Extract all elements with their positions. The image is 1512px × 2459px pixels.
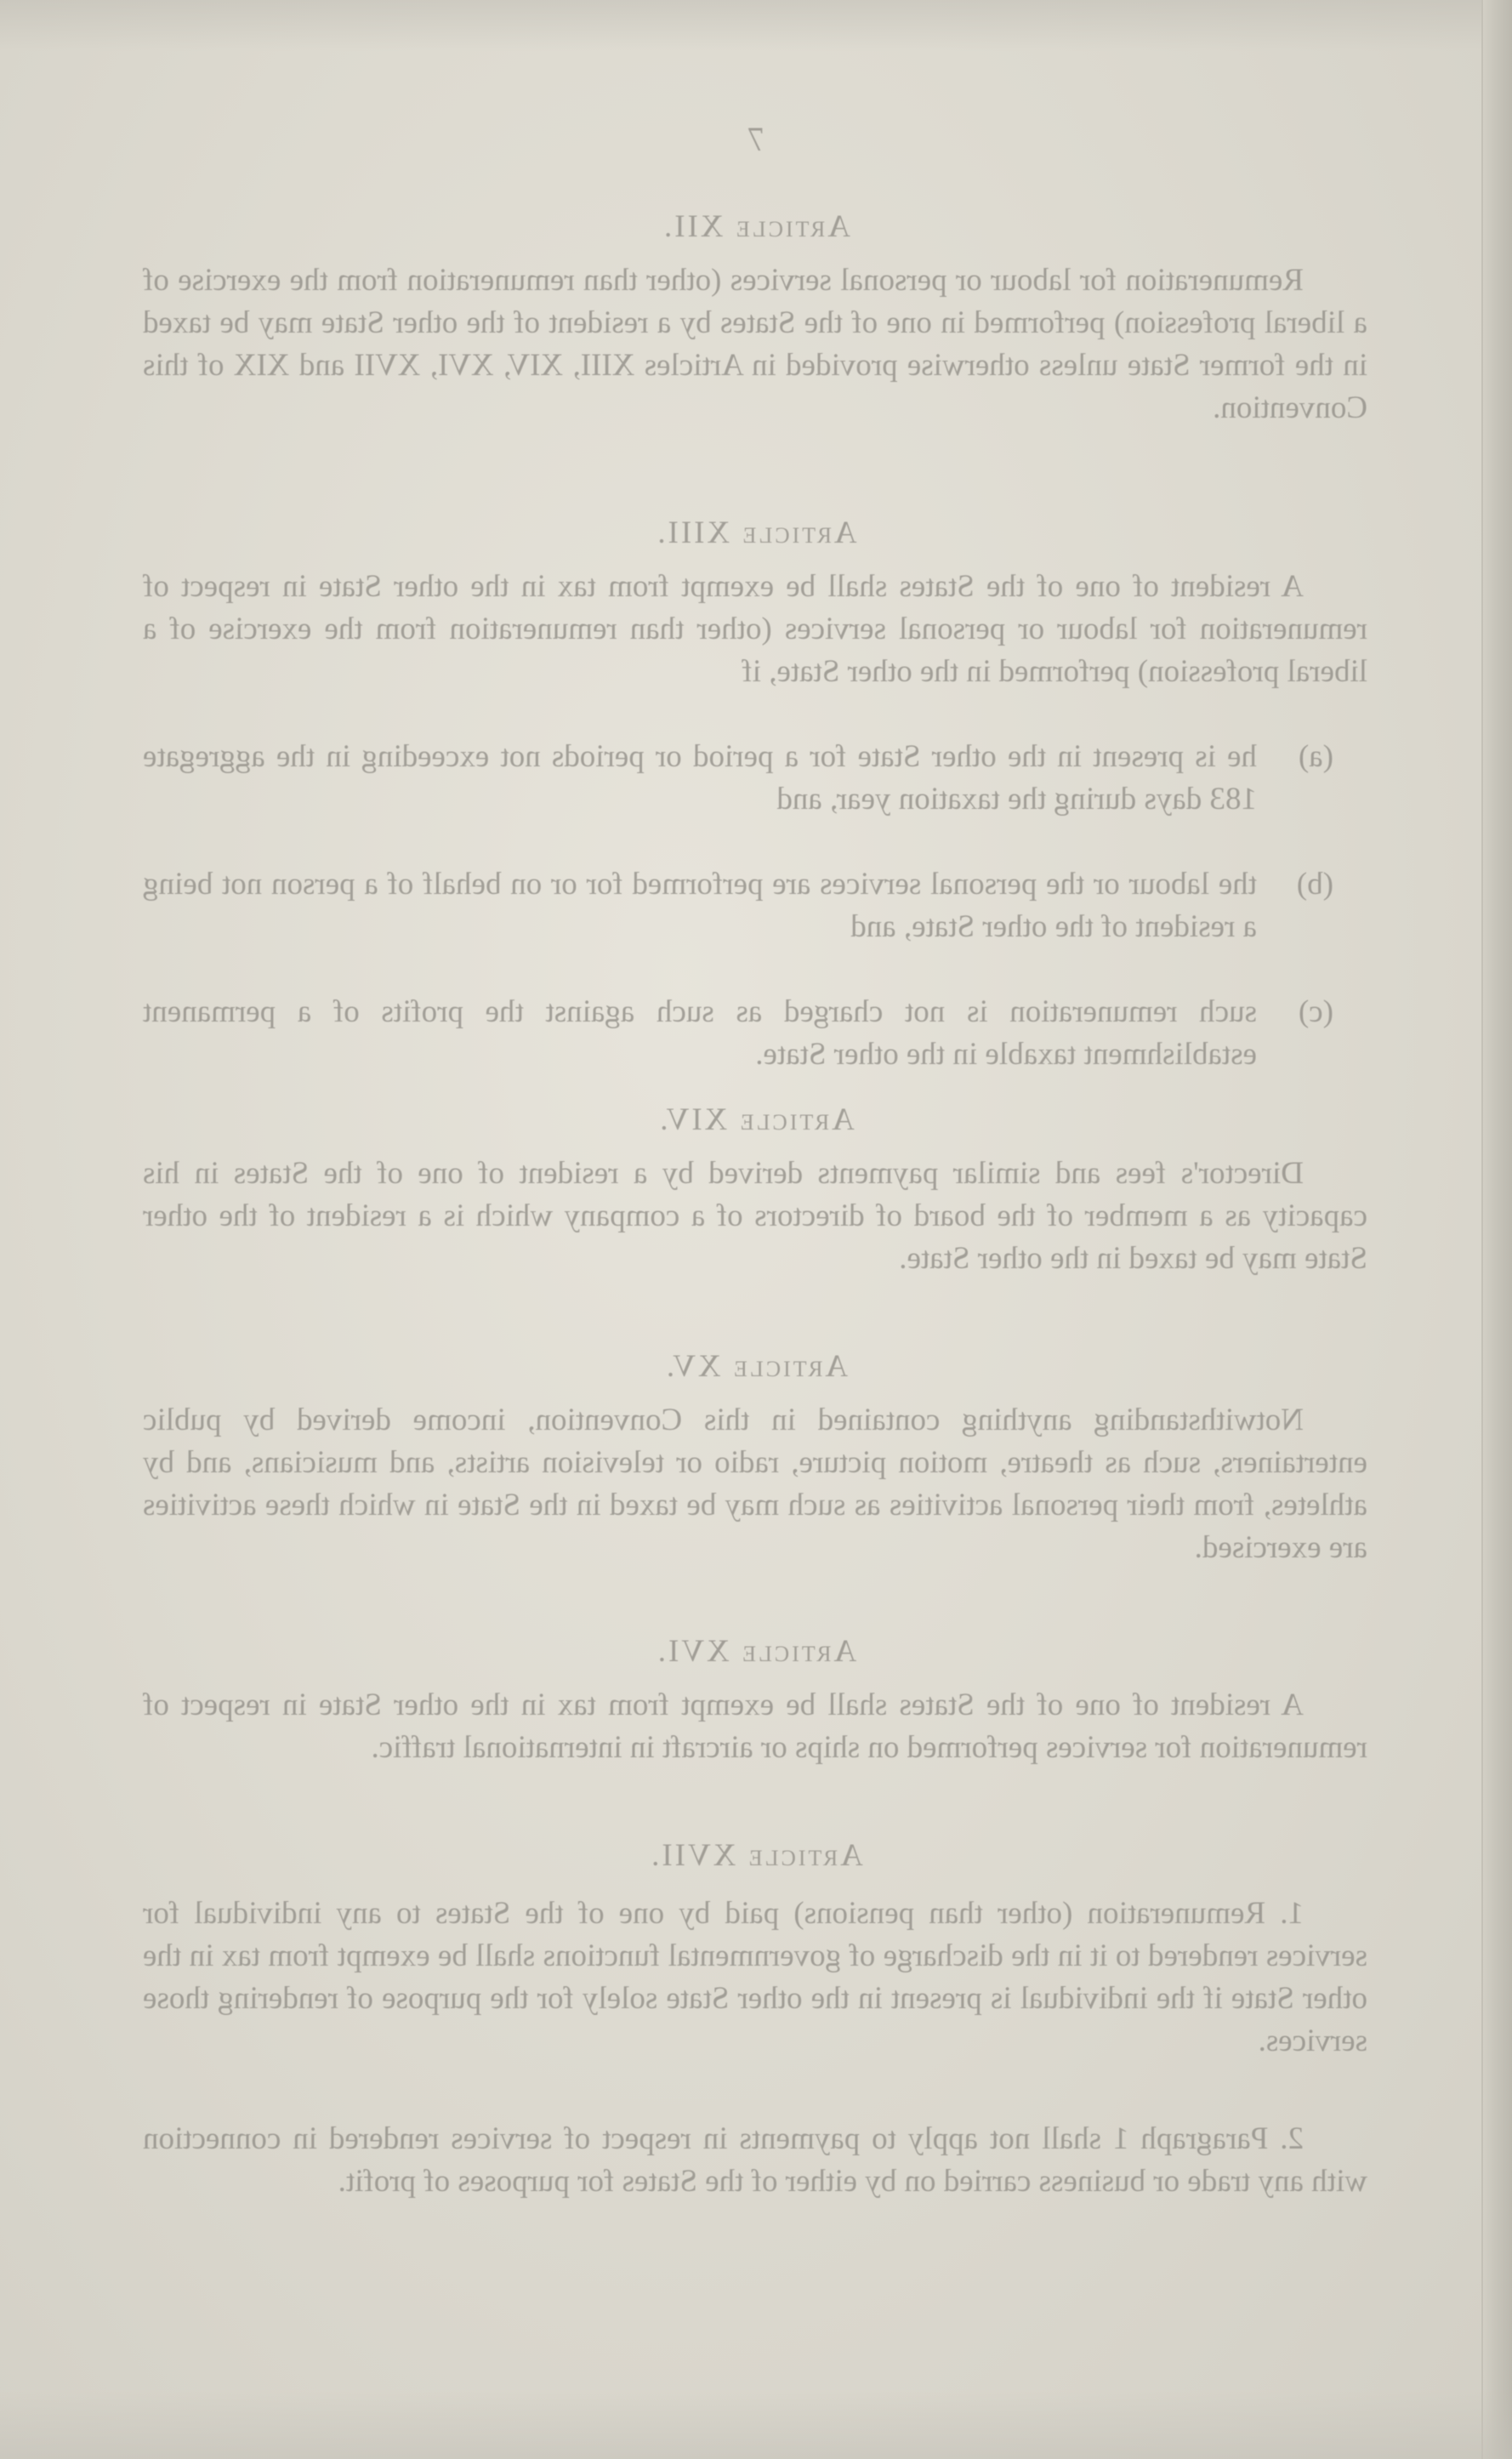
article-12-heading: Article XII. <box>662 209 851 244</box>
article-15-text: Notwithstanding anything contained in this Convention, income derived by public entertainers, such as theatre, motion picture, radio or television artists, and musicians, and by athletes, from their personal activities as such may be taxed in the State in which these activities are exercised. <box>143 1403 1367 1565</box>
article-15-heading: Article XV. <box>663 1349 849 1384</box>
item-marker: (b) <box>1296 867 1333 902</box>
article-14-text: Director's fees and similar payments derived by a resident of one of the States in his capacity as a member of the board of directors of a company which is a resident of the other State may be taxed in the other State. <box>143 1156 1367 1276</box>
item-text: the labour or the personal services are performed for or on behalf of a person not being a resident of the other State, and <box>143 867 1257 944</box>
article-13-item-a <box>143 736 1333 821</box>
article-17-para-2: 2. Paragraph 1 shall not apply to payments in respect of services rendered in connection with any trade or business carried on by either of the States for purposes of profit. <box>143 2121 1367 2199</box>
article-16-text: A resident of one of the States shall be exempt from tax in the other State in respect of remuneration for services performed on ships or aircraft in international traffic. <box>143 1688 1367 1765</box>
article-13-item-b <box>143 863 1333 948</box>
article-12-text: Remuneration for labour or personal services (other than remuneration from the exercise of a liberal profession) performed in one of the States by a resident of the other State may be taxed in the former State unless otherwise provided in Articles XIII, XIV, XVI, XVII and XIX of this Convention. <box>143 263 1367 425</box>
article-14-heading: Article XIV. <box>657 1102 855 1137</box>
page-number: 7 <box>747 120 765 158</box>
article-17-heading: Article XVII. <box>649 1838 863 1873</box>
article-16-heading: Article XVI. <box>655 1634 857 1669</box>
article-13-intro: A resident of one of the States shall be exempt from tax in the other State in respect of remuneration for labour or personal services (other than remuneration from the exercise of a liberal profession) performed in the other State, if <box>143 569 1367 689</box>
article-13-heading: Article XIII. <box>655 515 857 550</box>
page-binding-edge <box>1481 0 1512 2459</box>
item-text: he is present in the other State for a period or periods not exceeding in the aggregate 183 days during the taxation year, and <box>143 739 1257 817</box>
article-17-para-1: 1. Remuneration (other than pensions) paid by one of the States to any individual for services rendered to it in the discharge of governmental functions shall be exempt from tax in the other State if the individual is present in the other State solely for the purpose of rendering those services. <box>143 1896 1367 2058</box>
item-marker: (c) <box>1298 994 1333 1029</box>
item-marker: (a) <box>1298 739 1333 774</box>
bottom-shadow <box>0 2391 1512 2459</box>
article-13-item-c <box>143 991 1333 1076</box>
item-text: such remuneration is not charged as such against the profits of a permanent establishment taxable in the other State. <box>143 994 1257 1072</box>
